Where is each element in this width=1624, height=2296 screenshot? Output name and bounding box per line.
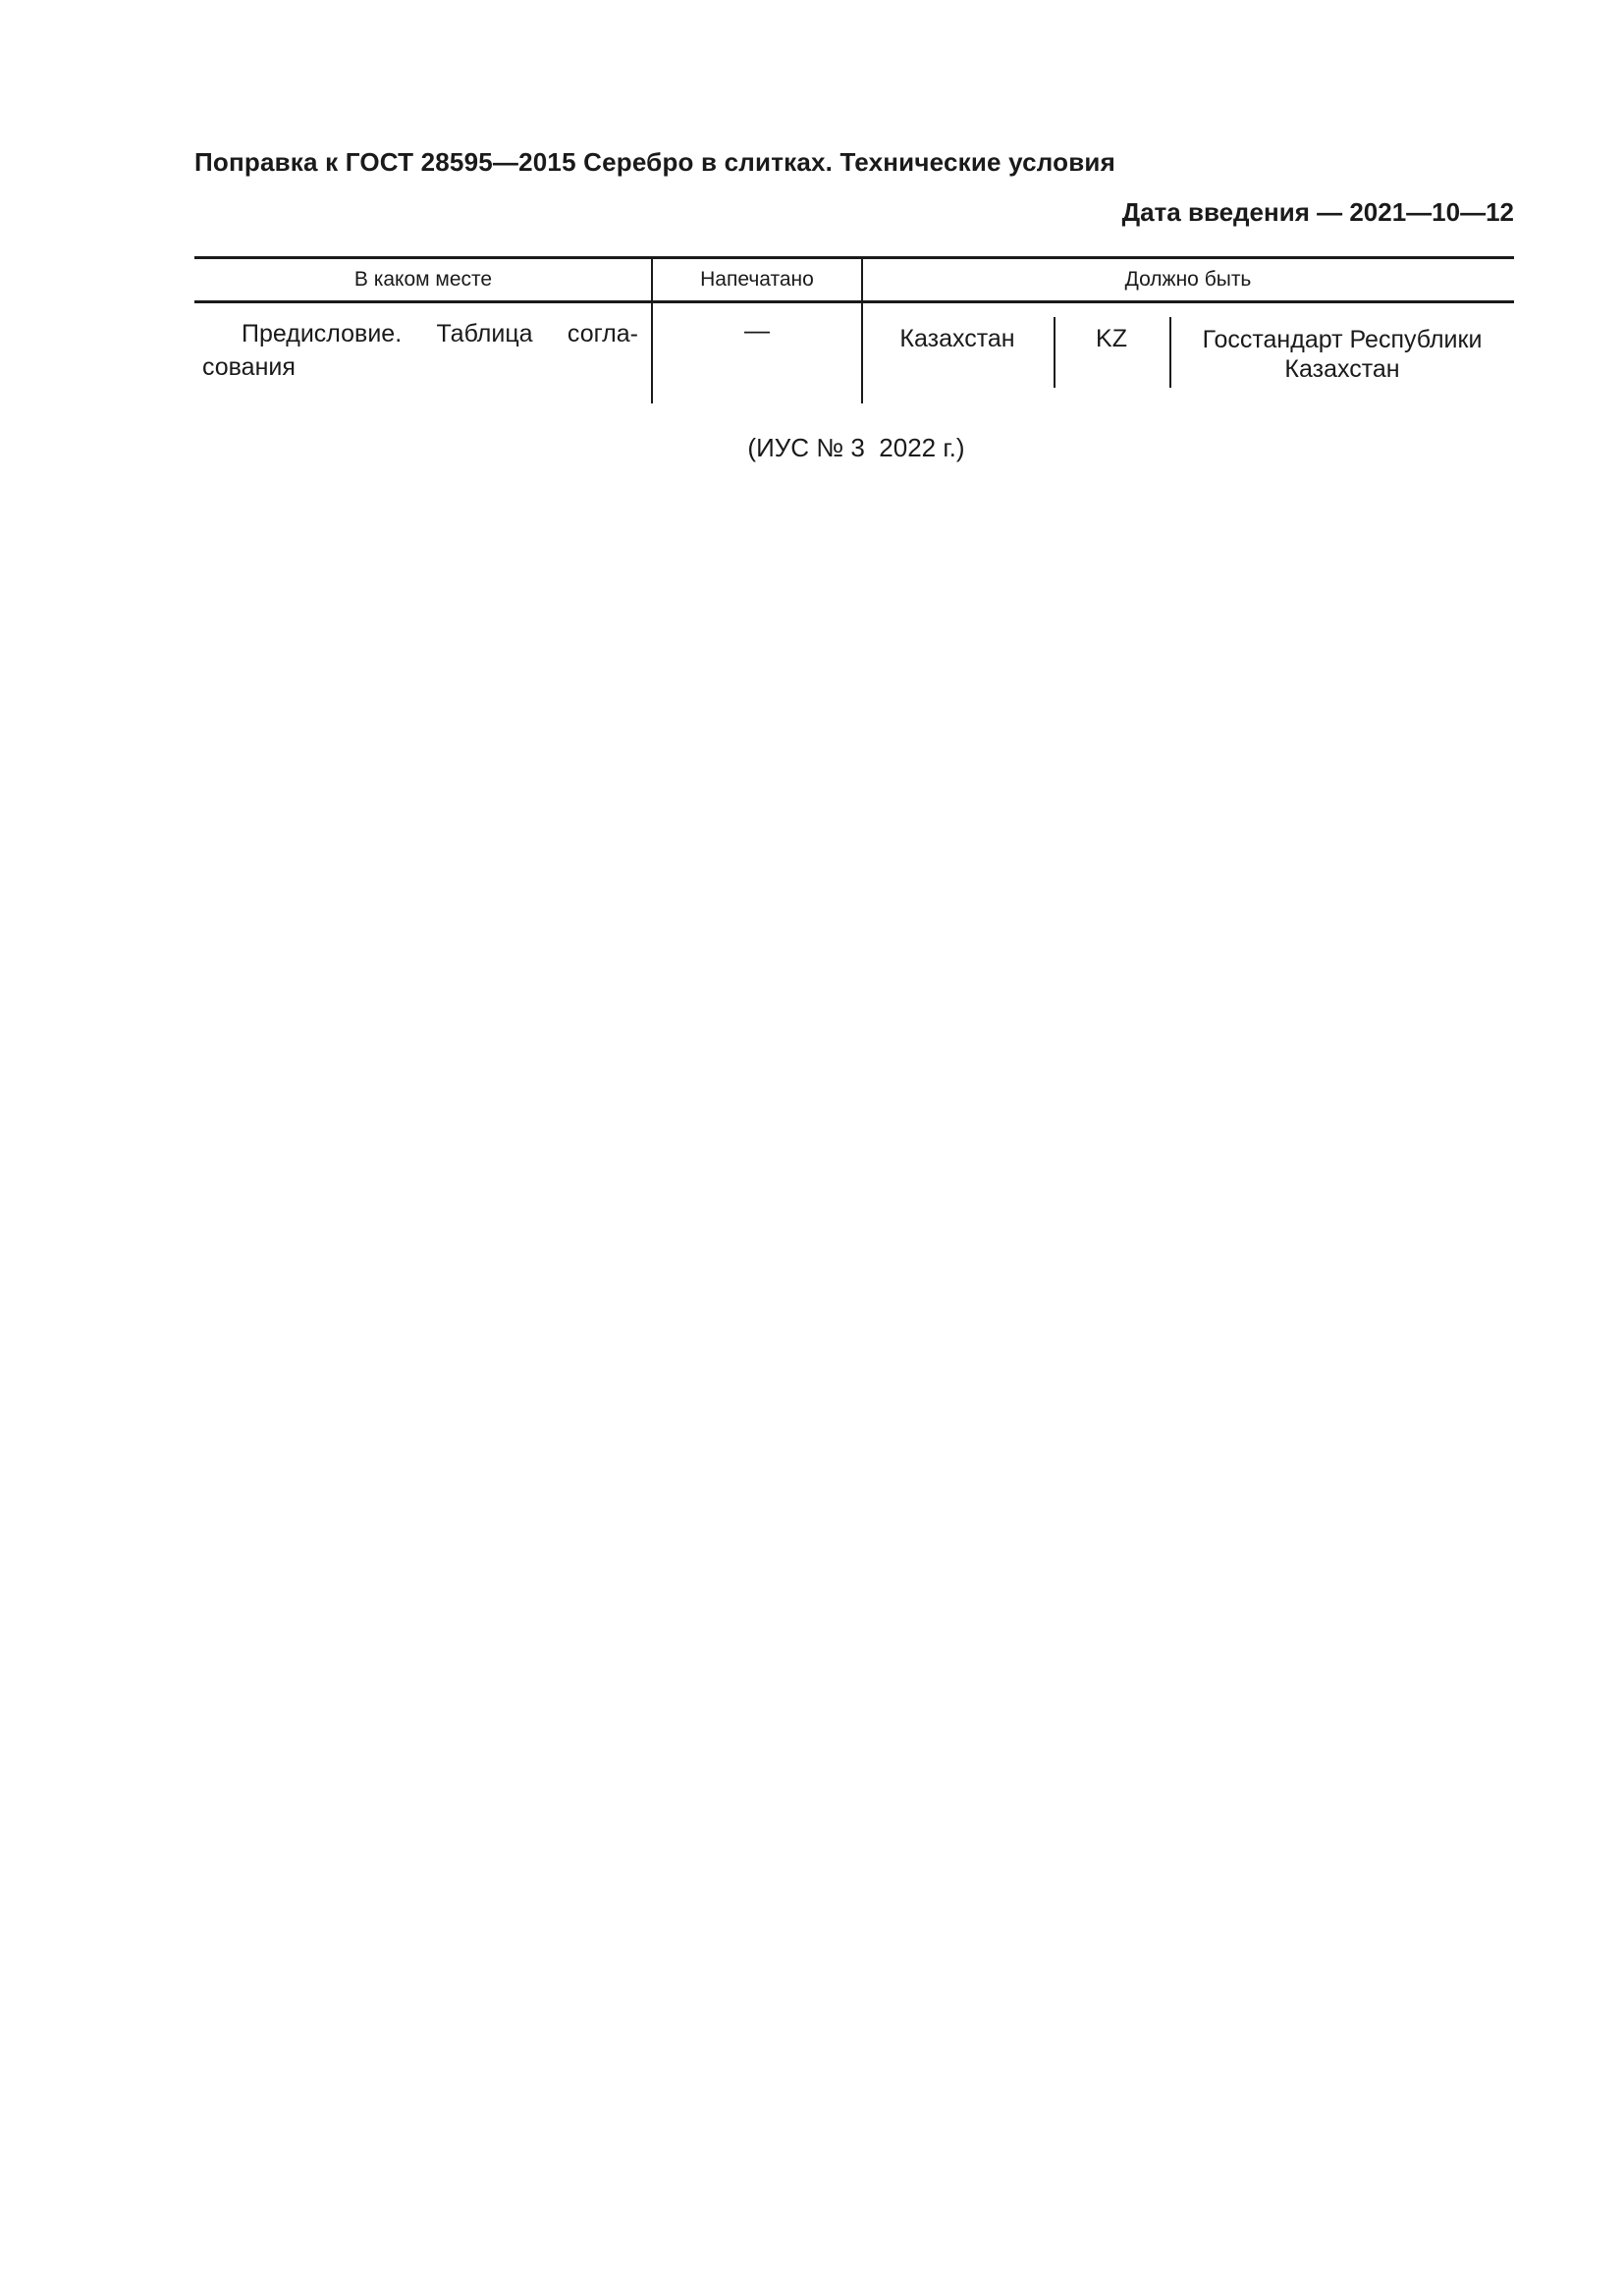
header-printed: Напечатано [700, 268, 814, 291]
column-divider [861, 303, 863, 403]
amendment-table [194, 256, 1514, 403]
cell-where: Предисловие. Таблица согла-сования [202, 320, 638, 381]
header-should-be: Должно быть [1124, 268, 1252, 291]
amendment-title: Поправка к ГОСТ 28595—2015 Серебро в слитках. Технические условия [194, 147, 1115, 177]
header-divider [861, 259, 863, 300]
header-divider [651, 259, 653, 300]
header-where: В каком месте [353, 268, 493, 291]
cell-country: Казахстан [899, 325, 1015, 352]
subcolumn-divider [1054, 317, 1056, 388]
cell-organization: Госстандарт Республики Казахстан [1202, 326, 1483, 383]
cell-printed: — [744, 315, 770, 345]
table-row [194, 303, 1514, 403]
cell-country-code: KZ [1096, 325, 1127, 352]
subcolumn-divider [1169, 317, 1171, 388]
effective-date: Дата введения — 2021—10—12 [1121, 197, 1514, 227]
table-header-row [194, 256, 1514, 303]
publication-reference: (ИУС № 3 2022 г.) [747, 433, 965, 462]
column-divider [651, 303, 653, 403]
